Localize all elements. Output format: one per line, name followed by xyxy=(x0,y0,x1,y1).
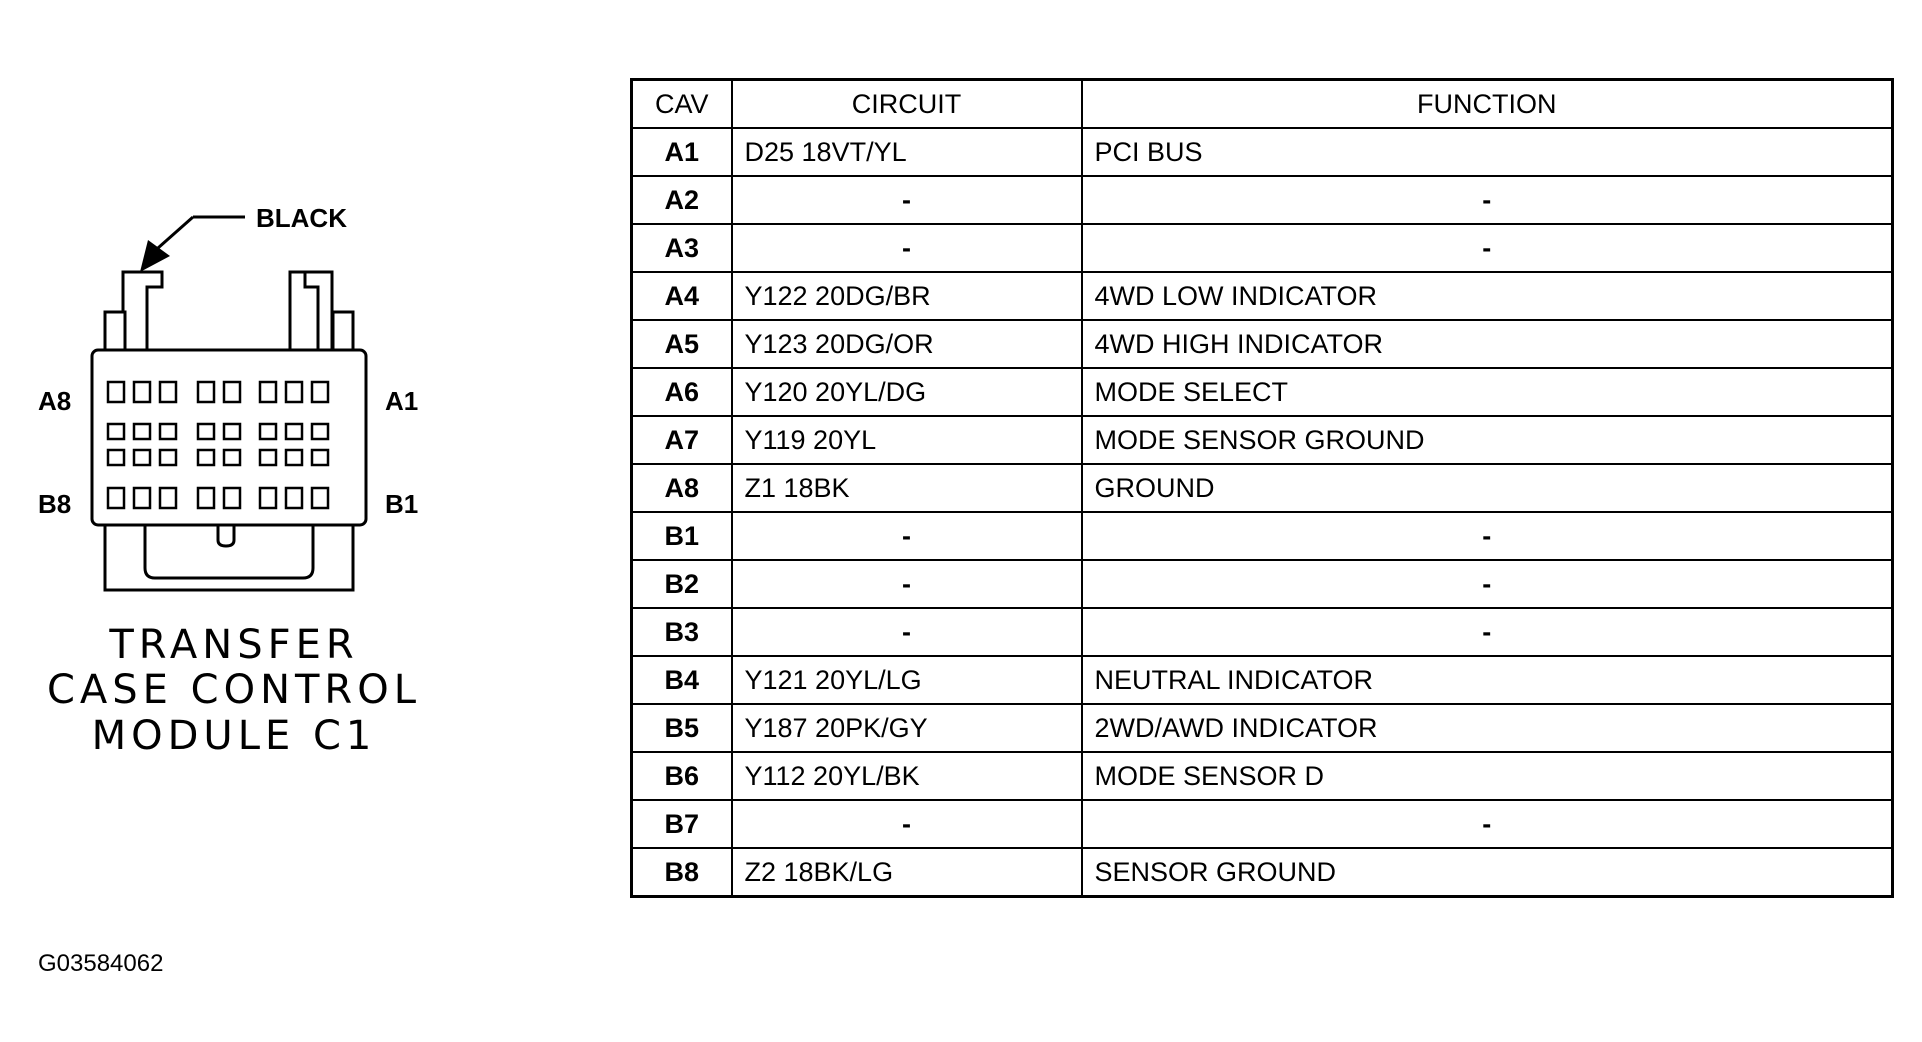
cell-cav: B5 xyxy=(632,704,732,752)
pin-label-b8: B8 xyxy=(38,489,72,519)
cell-circuit: Z1 18BK xyxy=(732,464,1082,512)
cell-cav: B6 xyxy=(632,752,732,800)
header-cav: CAV xyxy=(632,80,732,129)
cavity xyxy=(312,424,328,439)
cavity xyxy=(198,382,214,402)
cavity xyxy=(160,424,176,439)
connector-latches xyxy=(105,272,353,352)
table-row xyxy=(632,800,1893,848)
cavity xyxy=(224,424,240,439)
cell-cav: B2 xyxy=(632,560,732,608)
cell-function: 4WD LOW INDICATOR xyxy=(1082,272,1893,320)
cavity xyxy=(160,382,176,402)
pin-label-b1: B1 xyxy=(385,489,419,519)
cavity xyxy=(198,488,214,508)
header-function: FUNCTION xyxy=(1082,80,1893,129)
cell-circuit: Y187 20PK/GY xyxy=(732,704,1082,752)
cell-circuit: Y123 20DG/OR xyxy=(732,320,1082,368)
cell-function: SENSOR GROUND xyxy=(1082,848,1893,897)
table-row xyxy=(632,368,1893,416)
table-row xyxy=(632,752,1893,800)
cell-circuit: Y112 20YL/BK xyxy=(732,752,1082,800)
cell-circuit: Y121 20YL/LG xyxy=(732,656,1082,704)
cavity xyxy=(160,450,176,465)
cavity xyxy=(134,488,150,508)
black-leader-arrow xyxy=(158,217,245,248)
cell-circuit: - xyxy=(732,176,1082,224)
cell-cav: A5 xyxy=(632,320,732,368)
cavity xyxy=(224,488,240,508)
table-row xyxy=(632,416,1893,464)
connector-title-line-2: CASE CONTROL xyxy=(46,667,422,713)
cavity xyxy=(134,382,150,402)
cell-cav: A7 xyxy=(632,416,732,464)
cell-function: - xyxy=(1082,176,1893,224)
pin-label-a8: A8 xyxy=(38,386,72,416)
cell-function: MODE SENSOR D xyxy=(1082,752,1893,800)
cavity xyxy=(134,424,150,439)
cell-cav: A1 xyxy=(632,128,732,176)
table-row xyxy=(632,320,1893,368)
cell-cav: A4 xyxy=(632,272,732,320)
pin-label-a1: A1 xyxy=(385,386,419,416)
cavity xyxy=(134,450,150,465)
cell-function: MODE SENSOR GROUND xyxy=(1082,416,1893,464)
cell-circuit: D25 18VT/YL xyxy=(732,128,1082,176)
cell-circuit: - xyxy=(732,608,1082,656)
cell-cav: B3 xyxy=(632,608,732,656)
connector-skirt xyxy=(105,525,353,590)
cell-circuit: Y120 20YL/DG xyxy=(732,368,1082,416)
cavity xyxy=(108,382,124,402)
cell-circuit: - xyxy=(732,224,1082,272)
cell-circuit: Y122 20DG/BR xyxy=(732,272,1082,320)
cavity xyxy=(108,450,124,465)
cavity xyxy=(286,450,302,465)
header-circuit: CIRCUIT xyxy=(732,80,1082,129)
cell-function: - xyxy=(1082,224,1893,272)
table-row xyxy=(632,128,1893,176)
connector-color-label: BLACK xyxy=(256,203,347,233)
cavity xyxy=(260,424,276,439)
arrow-head-icon xyxy=(140,240,170,272)
cell-circuit: - xyxy=(732,800,1082,848)
cell-function: - xyxy=(1082,800,1893,848)
cell-function: - xyxy=(1082,512,1893,560)
cavity xyxy=(312,488,328,508)
cell-circuit: - xyxy=(732,512,1082,560)
table-row xyxy=(632,512,1893,560)
table-header-row xyxy=(632,80,1893,129)
pinout-table xyxy=(630,78,1894,898)
cavity xyxy=(260,382,276,402)
figure-id: G03584062 xyxy=(38,950,164,977)
cell-function: NEUTRAL INDICATOR xyxy=(1082,656,1893,704)
cavity xyxy=(286,382,302,402)
cavity xyxy=(224,382,240,402)
cavity xyxy=(260,450,276,465)
table-row xyxy=(632,608,1893,656)
cell-cav: B8 xyxy=(632,848,732,897)
cavity xyxy=(260,488,276,508)
cavity xyxy=(224,450,240,465)
connector-title-line-1: TRANSFER xyxy=(109,622,359,668)
table-row xyxy=(632,272,1893,320)
cell-function: 2WD/AWD INDICATOR xyxy=(1082,704,1893,752)
cell-cav: A6 xyxy=(632,368,732,416)
cell-circuit: - xyxy=(732,560,1082,608)
cavity xyxy=(108,424,124,439)
cell-cav: A8 xyxy=(632,464,732,512)
table-row xyxy=(632,656,1893,704)
cell-cav: A2 xyxy=(632,176,732,224)
cavity xyxy=(160,488,176,508)
table-row xyxy=(632,560,1893,608)
connector-title-line-3: MODULE C1 xyxy=(91,713,377,759)
connector-diagram xyxy=(0,0,520,780)
table-row xyxy=(632,464,1893,512)
cell-cav: B4 xyxy=(632,656,732,704)
cell-function: PCI BUS xyxy=(1082,128,1893,176)
table-row xyxy=(632,848,1893,897)
cavity xyxy=(198,424,214,439)
table-row xyxy=(632,224,1893,272)
cell-function: GROUND xyxy=(1082,464,1893,512)
cavity xyxy=(108,488,124,508)
cavity xyxy=(198,450,214,465)
cell-cav: B7 xyxy=(632,800,732,848)
table-row xyxy=(632,176,1893,224)
cell-function: MODE SELECT xyxy=(1082,368,1893,416)
cavity xyxy=(286,488,302,508)
cell-circuit: Y119 20YL xyxy=(732,416,1082,464)
table-row xyxy=(632,704,1893,752)
cell-circuit: Z2 18BK/LG xyxy=(732,848,1082,897)
cavity xyxy=(312,382,328,402)
cell-function: - xyxy=(1082,608,1893,656)
cell-function: 4WD HIGH INDICATOR xyxy=(1082,320,1893,368)
cell-cav: A3 xyxy=(632,224,732,272)
cell-cav: B1 xyxy=(632,512,732,560)
cavity xyxy=(312,450,328,465)
cavity xyxy=(286,424,302,439)
cell-function: - xyxy=(1082,560,1893,608)
